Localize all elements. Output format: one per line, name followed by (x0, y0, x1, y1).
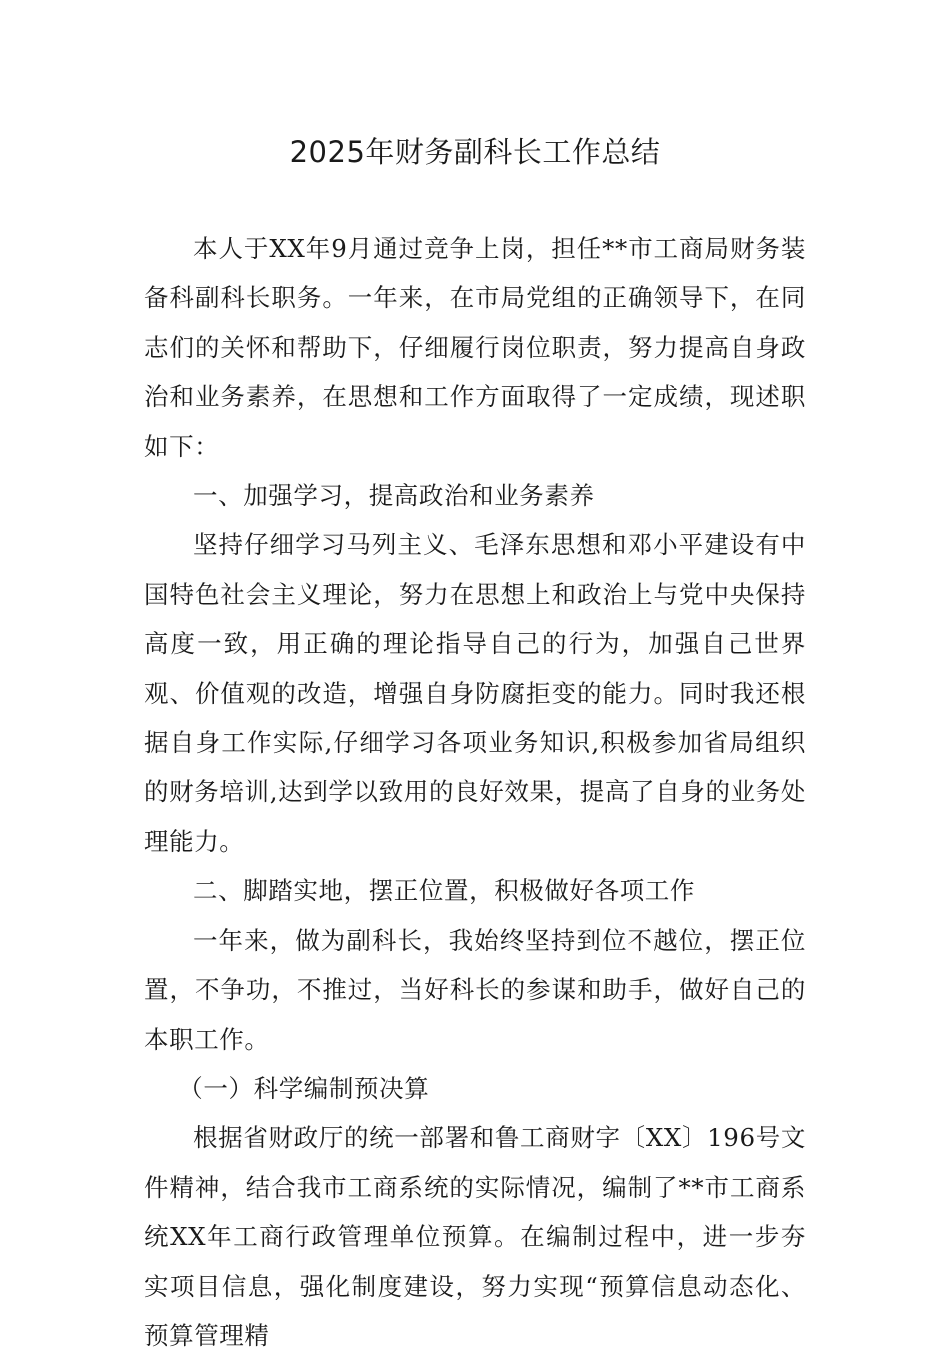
paragraph-study: 坚持仔细学习马列主义、毛泽东思想和邓小平建设有中国特色社会主义理论，努力在思想上和政治上与党中央保持高度一致，用正确的理论指导自己的行为，加强自己世界观、价值观的改造，增强自身防腐拒变的能力。同时我还根据自身工作实际,仔细学习各项业务知识,积极参加省局组织的财务培训,达到学以致用的良好效果，提高了自身的业务处理能力。 (144, 530, 806, 856)
paragraph-budget: 根据省财政厅的统一部署和鲁工商财字〔XX〕196号文件精神，结合我市工商系统的实际情况，编制了**市工商系统XX年工商行政管理单位预算。在编制过程中，进一步夯实项目信息，强化制度建设，努力实现“预算信息动态化、预算管理精 (144, 1123, 806, 1350)
section-heading-1: 一、加强学习，提高政治和业务素养 (193, 481, 595, 511)
section-heading-2: 二、脚踏实地，摆正位置，积极做好各项工作 (193, 876, 695, 906)
document-title: 2025年财务副科长工作总结 (289, 135, 661, 169)
subsection-heading-1: （一）科学编制预决算 (178, 1073, 430, 1103)
document-body (144, 224, 806, 1360)
paragraph-position: 一年来，做为副科长，我始终坚持到位不越位，摆正位置，不争功，不推过，当好科长的参谋和助手，做好自己的本职工作。 (144, 925, 806, 1054)
paragraph-intro: 本人于XX年9月通过竞争上岗，担任**市工商局财务装备科副科长职务。一年来，在市局党组的正确领导下，在同志们的关怀和帮助下，仔细履行岗位职责，努力提高自身政治和业务素养，在思想和工作方面取得了一定成绩，现述职如下： (144, 234, 806, 461)
